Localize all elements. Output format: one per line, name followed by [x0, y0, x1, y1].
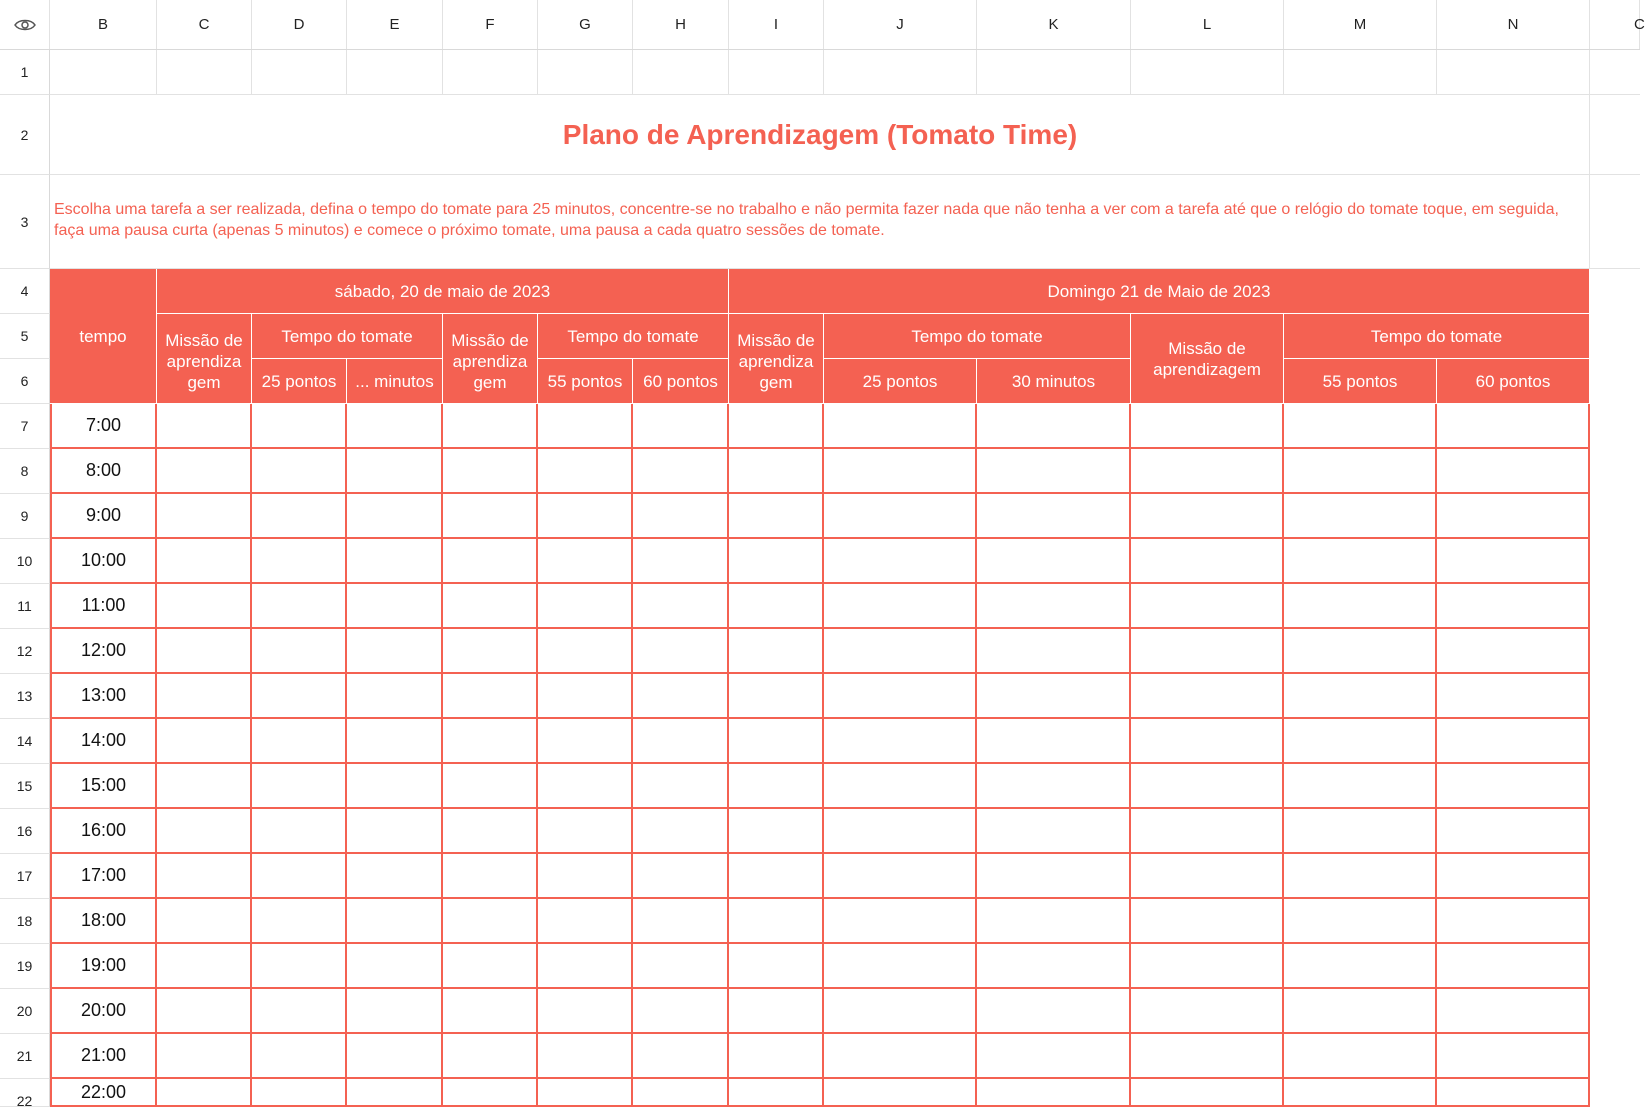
column-header-b[interactable]: B: [50, 0, 157, 49]
schedule-cell[interactable]: [347, 449, 443, 494]
schedule-cell[interactable]: [157, 584, 252, 629]
schedule-cell[interactable]: [1437, 539, 1590, 584]
day-header-saturday[interactable]: sábado, 20 de maio de 2023: [157, 269, 729, 314]
schedule-cell[interactable]: [729, 629, 824, 674]
schedule-cell[interactable]: [633, 449, 729, 494]
schedule-cell[interactable]: [1437, 719, 1590, 764]
schedule-cell[interactable]: [633, 854, 729, 899]
schedule-cell[interactable]: [729, 989, 824, 1034]
schedule-cell[interactable]: [977, 1034, 1131, 1079]
schedule-cell[interactable]: [157, 629, 252, 674]
tomato-time-header[interactable]: Tempo do tomate: [824, 314, 1131, 359]
row-header-12[interactable]: 12: [0, 629, 50, 674]
schedule-cell[interactable]: [443, 539, 538, 584]
row-header-7[interactable]: 7: [0, 404, 50, 449]
schedule-cell[interactable]: [1131, 854, 1284, 899]
schedule-cell[interactable]: [729, 899, 824, 944]
column-header-g[interactable]: G: [538, 0, 633, 49]
schedule-cell[interactable]: [1437, 674, 1590, 719]
row-header-15[interactable]: 15: [0, 764, 50, 809]
time-slot-label[interactable]: 18:00: [50, 899, 157, 944]
schedule-cell[interactable]: [1131, 809, 1284, 854]
column-header-i[interactable]: I: [729, 0, 824, 49]
schedule-cell[interactable]: [347, 629, 443, 674]
schedule-cell[interactable]: [633, 719, 729, 764]
schedule-cell[interactable]: [538, 404, 633, 449]
schedule-cell[interactable]: [443, 944, 538, 989]
column-header-next[interactable]: C: [1590, 0, 1640, 49]
schedule-cell[interactable]: [977, 404, 1131, 449]
schedule-cell[interactable]: [1284, 404, 1437, 449]
schedule-cell[interactable]: [157, 1079, 252, 1107]
schedule-cell[interactable]: [157, 674, 252, 719]
schedule-cell[interactable]: [824, 854, 977, 899]
schedule-cell[interactable]: [157, 854, 252, 899]
time-slot-label[interactable]: 10:00: [50, 539, 157, 584]
column-header-e[interactable]: E: [347, 0, 443, 49]
toggle-visibility-button[interactable]: [0, 0, 50, 49]
schedule-cell[interactable]: [824, 629, 977, 674]
schedule-cell[interactable]: [157, 899, 252, 944]
schedule-cell[interactable]: [252, 674, 347, 719]
schedule-cell[interactable]: [729, 854, 824, 899]
time-column-header[interactable]: tempo: [50, 269, 157, 404]
schedule-cell[interactable]: [1131, 989, 1284, 1034]
schedule-cell[interactable]: [977, 539, 1131, 584]
column-header-d[interactable]: D: [252, 0, 347, 49]
gridline: [442, 50, 443, 95]
schedule-cell[interactable]: [252, 584, 347, 629]
gridline: [823, 50, 824, 95]
page-title[interactable]: Plano de Aprendizagem (Tomato Time): [562, 119, 1078, 150]
time-slot-label[interactable]: 21:00: [50, 1034, 157, 1079]
schedule-cell[interactable]: [443, 854, 538, 899]
gridline: [976, 50, 977, 95]
schedule-cell[interactable]: [347, 944, 443, 989]
schedule-cell[interactable]: [729, 539, 824, 584]
schedule-cell[interactable]: [252, 494, 347, 539]
schedule-cell[interactable]: [347, 809, 443, 854]
schedule-cell[interactable]: [347, 539, 443, 584]
row-header-21[interactable]: 21: [0, 1034, 50, 1079]
row-header-16[interactable]: 16: [0, 809, 50, 854]
row-header-6[interactable]: 6: [0, 359, 50, 404]
schedule-cell[interactable]: [1437, 899, 1590, 944]
schedule-cell[interactable]: [538, 764, 633, 809]
schedule-cell[interactable]: [538, 989, 633, 1034]
schedule-cell[interactable]: [443, 809, 538, 854]
schedule-cell[interactable]: [1131, 404, 1284, 449]
schedule-cell[interactable]: [443, 989, 538, 1034]
schedule-cell[interactable]: [729, 764, 824, 809]
schedule-cell[interactable]: [347, 899, 443, 944]
schedule-cell[interactable]: [347, 854, 443, 899]
schedule-cell[interactable]: [252, 899, 347, 944]
schedule-cell[interactable]: [347, 584, 443, 629]
schedule-cell[interactable]: [824, 449, 977, 494]
schedule-cell[interactable]: [824, 899, 977, 944]
schedule-cell[interactable]: [538, 1079, 633, 1107]
row-header-11[interactable]: 11: [0, 584, 50, 629]
schedule-cell[interactable]: [538, 809, 633, 854]
schedule-cell[interactable]: [538, 899, 633, 944]
schedule-cell[interactable]: [633, 539, 729, 584]
time-slot-label[interactable]: 8:00: [50, 449, 157, 494]
schedule-cell[interactable]: [633, 674, 729, 719]
schedule-cell[interactable]: [1437, 1079, 1590, 1107]
schedule-cell[interactable]: [1284, 1079, 1437, 1107]
time-slot-label[interactable]: 22:00: [50, 1079, 157, 1107]
row-header-8[interactable]: 8: [0, 449, 50, 494]
schedule-cell[interactable]: [1437, 809, 1590, 854]
schedule-cell[interactable]: [1131, 629, 1284, 674]
schedule-cell[interactable]: [633, 764, 729, 809]
schedule-cell[interactable]: [538, 449, 633, 494]
schedule-cell[interactable]: [729, 404, 824, 449]
schedule-cell[interactable]: [538, 719, 633, 764]
schedule-cell[interactable]: [347, 1079, 443, 1107]
schedule-cell[interactable]: [538, 1034, 633, 1079]
description-text[interactable]: Escolha uma tarefa a ser realizada, defina o tempo do tomate para 25 minutos, concentre-se no trabalho e não permita fazer nada que não tenha a ver com a tarefa até que o relógio do tomate toque, em seguida, faça uma pausa curta (apenas 5 minutos) e comece o próximo tomate, uma pausa a cada quatro sessões de tomate.: [54, 201, 1559, 239]
column-header-k[interactable]: K: [977, 0, 1131, 49]
schedule-cell[interactable]: [824, 539, 977, 584]
schedule-cell[interactable]: [538, 674, 633, 719]
time-slot-label[interactable]: 20:00: [50, 989, 157, 1034]
schedule-cell[interactable]: [977, 809, 1131, 854]
schedule-cell[interactable]: [824, 809, 977, 854]
schedule-cell[interactable]: [252, 404, 347, 449]
sub-header-60-pontos[interactable]: 60 pontos: [633, 359, 729, 404]
schedule-cell[interactable]: [252, 1034, 347, 1079]
schedule-cell[interactable]: [157, 989, 252, 1034]
sub-header-55-pontos[interactable]: 55 pontos: [538, 359, 633, 404]
schedule-cell[interactable]: [443, 899, 538, 944]
schedule-cell[interactable]: [633, 494, 729, 539]
gridline: [346, 50, 347, 95]
schedule-cell[interactable]: [443, 404, 538, 449]
schedule-cell[interactable]: [443, 1034, 538, 1079]
schedule-cell[interactable]: [1284, 584, 1437, 629]
row-header-10[interactable]: 10: [0, 539, 50, 584]
column-header-h[interactable]: H: [633, 0, 729, 49]
schedule-cell[interactable]: [977, 674, 1131, 719]
schedule-cell[interactable]: [252, 719, 347, 764]
day-header-sunday[interactable]: Domingo 21 de Maio de 2023: [729, 269, 1590, 314]
column-header-f[interactable]: F: [443, 0, 538, 49]
schedule-cell[interactable]: [443, 1079, 538, 1107]
schedule-cell[interactable]: [977, 989, 1131, 1034]
schedule-cell[interactable]: [824, 1079, 977, 1107]
column-header-j[interactable]: J: [824, 0, 977, 49]
schedule-cell[interactable]: [1284, 764, 1437, 809]
schedule-cell[interactable]: [824, 764, 977, 809]
schedule-cell[interactable]: [1284, 674, 1437, 719]
schedule-cell[interactable]: [633, 584, 729, 629]
time-slot-label[interactable]: 19:00: [50, 944, 157, 989]
gridline: [156, 50, 157, 95]
gridline: [1130, 50, 1131, 95]
row-header-5[interactable]: 5: [0, 314, 50, 359]
row-header-2[interactable]: 2: [0, 95, 50, 175]
time-slot-label[interactable]: 16:00: [50, 809, 157, 854]
schedule-cell[interactable]: [157, 809, 252, 854]
schedule-cell[interactable]: [1284, 989, 1437, 1034]
schedule-cell[interactable]: [633, 404, 729, 449]
schedule-cell[interactable]: [1284, 629, 1437, 674]
schedule-cell[interactable]: [824, 944, 977, 989]
schedule-cell[interactable]: [977, 944, 1131, 989]
schedule-cell[interactable]: [977, 899, 1131, 944]
schedule-cell[interactable]: [977, 1079, 1131, 1107]
row-header-22[interactable]: 22: [0, 1079, 50, 1107]
schedule-cell[interactable]: [538, 629, 633, 674]
schedule-cell[interactable]: [252, 449, 347, 494]
schedule-cell[interactable]: [443, 584, 538, 629]
schedule-cell[interactable]: [729, 584, 824, 629]
gridline: [1436, 50, 1437, 95]
schedule-cell[interactable]: [977, 764, 1131, 809]
schedule-cell[interactable]: [1131, 584, 1284, 629]
schedule-cell[interactable]: [633, 989, 729, 1034]
row-header-14[interactable]: 14: [0, 719, 50, 764]
sub-header-25-pontos[interactable]: 25 pontos: [252, 359, 347, 404]
time-slot-label[interactable]: 17:00: [50, 854, 157, 899]
schedule-cell[interactable]: [1437, 854, 1590, 899]
schedule-cell[interactable]: [1437, 494, 1590, 539]
schedule-cell[interactable]: [824, 494, 977, 539]
schedule-cell[interactable]: [157, 1034, 252, 1079]
mission-header[interactable]: Missão de aprendiza gem: [443, 314, 538, 404]
schedule-cell[interactable]: [729, 1034, 824, 1079]
row-header-9[interactable]: 9: [0, 494, 50, 539]
mission-header[interactable]: Missão de aprendiza gem: [157, 314, 252, 404]
schedule-cell[interactable]: [1131, 674, 1284, 719]
row-header-20[interactable]: 20: [0, 989, 50, 1034]
gridline: [251, 50, 252, 95]
schedule-cell[interactable]: [252, 539, 347, 584]
sub-header-60-pontos[interactable]: 60 pontos: [1437, 359, 1590, 404]
time-slot-label[interactable]: 12:00: [50, 629, 157, 674]
schedule-cell[interactable]: [252, 764, 347, 809]
schedule-cell[interactable]: [347, 494, 443, 539]
schedule-cell[interactable]: [443, 719, 538, 764]
schedule-cell[interactable]: [1131, 449, 1284, 494]
schedule-cell[interactable]: [443, 764, 538, 809]
time-slot-label[interactable]: 15:00: [50, 764, 157, 809]
schedule-cell[interactable]: [633, 1079, 729, 1107]
schedule-cell[interactable]: [1437, 629, 1590, 674]
schedule-cell[interactable]: [977, 854, 1131, 899]
schedule-cell[interactable]: [1284, 719, 1437, 764]
schedule-cell[interactable]: [347, 719, 443, 764]
schedule-cell[interactable]: [252, 854, 347, 899]
schedule-cell[interactable]: [1284, 1034, 1437, 1079]
schedule-cell[interactable]: [824, 584, 977, 629]
schedule-cell[interactable]: [977, 494, 1131, 539]
gridline: [537, 50, 538, 95]
schedule-cell[interactable]: [443, 449, 538, 494]
row-header-19[interactable]: 19: [0, 944, 50, 989]
schedule-cell[interactable]: [1131, 1079, 1284, 1107]
schedule-cell[interactable]: [633, 809, 729, 854]
tomato-time-header[interactable]: Tempo do tomate: [252, 314, 443, 359]
schedule-cell[interactable]: [729, 944, 824, 989]
schedule-cell[interactable]: [157, 404, 252, 449]
schedule-cell[interactable]: [443, 494, 538, 539]
schedule-cell[interactable]: [1437, 1034, 1590, 1079]
schedule-cell[interactable]: [1437, 584, 1590, 629]
column-header-m[interactable]: M: [1284, 0, 1437, 49]
schedule-cell[interactable]: [1284, 809, 1437, 854]
schedule-cell[interactable]: [1284, 944, 1437, 989]
schedule-cell[interactable]: [1437, 404, 1590, 449]
schedule-cell[interactable]: [1131, 944, 1284, 989]
schedule-cell[interactable]: [977, 719, 1131, 764]
gridline: [632, 50, 633, 95]
sub-header-30-minutos[interactable]: 30 minutos: [977, 359, 1131, 404]
column-header-c[interactable]: C: [157, 0, 252, 49]
schedule-cell[interactable]: [977, 629, 1131, 674]
schedule-cell[interactable]: [1284, 449, 1437, 494]
schedule-cell[interactable]: [347, 989, 443, 1034]
schedule-cell[interactable]: [252, 1079, 347, 1107]
schedule-cell[interactable]: [633, 944, 729, 989]
time-slot-label[interactable]: 9:00: [50, 494, 157, 539]
sub-header-25-pontos[interactable]: 25 pontos: [824, 359, 977, 404]
schedule-cell[interactable]: [1131, 494, 1284, 539]
column-header-l[interactable]: L: [1131, 0, 1284, 49]
schedule-cell[interactable]: [157, 539, 252, 584]
row-header-4[interactable]: 4: [0, 269, 50, 314]
schedule-cell[interactable]: [729, 809, 824, 854]
schedule-cell[interactable]: [729, 674, 824, 719]
schedule-cell[interactable]: [824, 674, 977, 719]
schedule-cell[interactable]: [1437, 944, 1590, 989]
schedule-cell[interactable]: [824, 404, 977, 449]
mission-header[interactable]: Missão de aprendizagem: [1131, 314, 1284, 404]
schedule-cell[interactable]: [252, 944, 347, 989]
time-slot-label[interactable]: 13:00: [50, 674, 157, 719]
tomato-time-header[interactable]: Tempo do tomate: [538, 314, 729, 359]
schedule-cell[interactable]: [443, 674, 538, 719]
schedule-cell[interactable]: [1131, 1034, 1284, 1079]
mission-header[interactable]: Missão de aprendiza gem: [729, 314, 824, 404]
column-header-n[interactable]: N: [1437, 0, 1590, 49]
schedule-cell[interactable]: [729, 1079, 824, 1107]
schedule-cell[interactable]: [157, 719, 252, 764]
schedule-cell[interactable]: [157, 449, 252, 494]
schedule-cell[interactable]: [538, 944, 633, 989]
gridline: [728, 50, 729, 95]
row-header-18[interactable]: 18: [0, 899, 50, 944]
schedule-cell[interactable]: [824, 719, 977, 764]
row-header-17[interactable]: 17: [0, 854, 50, 899]
schedule-cell[interactable]: [633, 629, 729, 674]
time-slot-label[interactable]: 11:00: [50, 584, 157, 629]
row-header-3[interactable]: 3: [0, 175, 50, 269]
schedule-cell[interactable]: [538, 539, 633, 584]
schedule-cell[interactable]: [347, 1034, 443, 1079]
schedule-cell[interactable]: [1284, 899, 1437, 944]
schedule-cell[interactable]: [252, 989, 347, 1034]
schedule-cell[interactable]: [729, 449, 824, 494]
row-header-13[interactable]: 13: [0, 674, 50, 719]
schedule-cell[interactable]: [538, 494, 633, 539]
schedule-cell[interactable]: [252, 629, 347, 674]
gridline: [1283, 50, 1284, 95]
time-slot-label[interactable]: 14:00: [50, 719, 157, 764]
schedule-cell[interactable]: [977, 584, 1131, 629]
schedule-cell[interactable]: [538, 854, 633, 899]
schedule-cell[interactable]: [977, 449, 1131, 494]
schedule-cell[interactable]: [443, 629, 538, 674]
schedule-cell[interactable]: [633, 1034, 729, 1079]
eye-icon: [14, 18, 36, 32]
schedule-cell[interactable]: [347, 674, 443, 719]
schedule-cell[interactable]: [633, 899, 729, 944]
schedule-cell[interactable]: [729, 494, 824, 539]
schedule-cell[interactable]: [157, 494, 252, 539]
schedule-cell[interactable]: [347, 764, 443, 809]
schedule-cell[interactable]: [729, 719, 824, 764]
schedule-cell[interactable]: [347, 404, 443, 449]
schedule-cell[interactable]: [1131, 899, 1284, 944]
sub-header-55-pontos[interactable]: 55 pontos: [1284, 359, 1437, 404]
schedule-cell[interactable]: [1284, 539, 1437, 584]
schedule-cell[interactable]: [824, 989, 977, 1034]
schedule-cell[interactable]: [157, 764, 252, 809]
schedule-cell[interactable]: [1284, 854, 1437, 899]
schedule-cell[interactable]: [1131, 539, 1284, 584]
time-slot-label[interactable]: 7:00: [50, 404, 157, 449]
schedule-cell[interactable]: [1131, 719, 1284, 764]
row-header-1[interactable]: 1: [0, 50, 50, 95]
schedule-cell[interactable]: [252, 809, 347, 854]
schedule-cell[interactable]: [824, 1034, 977, 1079]
tomato-time-header[interactable]: Tempo do tomate: [1284, 314, 1590, 359]
column-header-row: [0, 0, 1645, 50]
schedule-cell[interactable]: [157, 944, 252, 989]
schedule-cell[interactable]: [1284, 494, 1437, 539]
schedule-cell[interactable]: [1437, 989, 1590, 1034]
schedule-cell[interactable]: [1437, 764, 1590, 809]
schedule-cell[interactable]: [538, 584, 633, 629]
schedule-cell[interactable]: [1131, 764, 1284, 809]
sub-header-minutos[interactable]: ... minutos: [347, 359, 443, 404]
schedule-cell[interactable]: [1437, 449, 1590, 494]
